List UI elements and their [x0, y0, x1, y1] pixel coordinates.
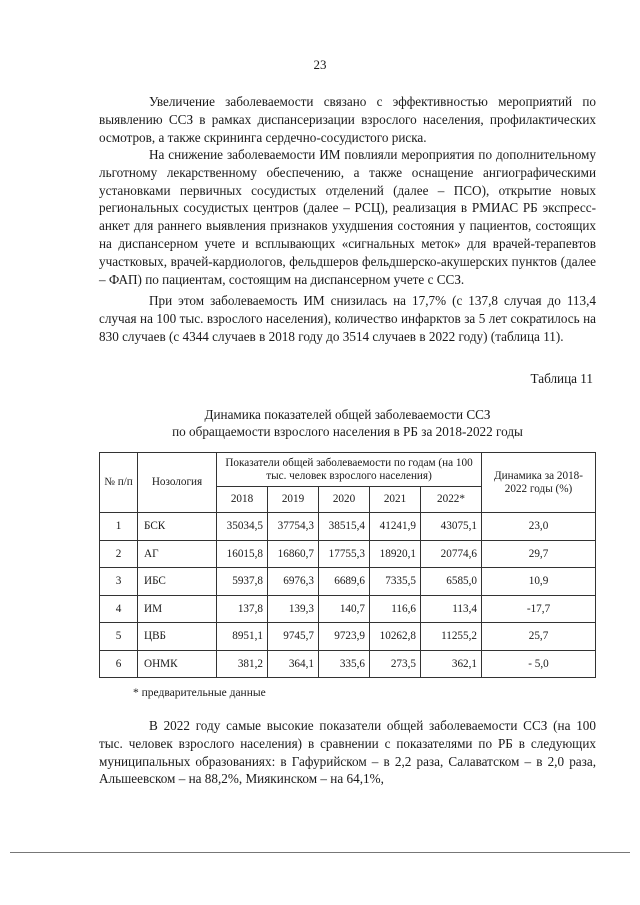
header-year-2018: 2018	[217, 487, 268, 513]
row-nosology: ИМ	[138, 595, 217, 623]
cell-dynamics: 25,7	[482, 623, 596, 651]
table-row	[100, 540, 596, 568]
cell-value: 43075,1	[421, 513, 482, 541]
table-label: Таблица 11	[530, 371, 593, 386]
row-nosology: ОНМК	[138, 650, 217, 678]
cell-value: 116,6	[370, 595, 421, 623]
header-number: № п/п	[100, 453, 138, 513]
paragraph-3: При этом заболеваемость ИМ снизилась на 17,7% (с 137,8 случая до 113,4 случая на 100 тыс. взрослого населения), количество инфарктов за 5 лет сократилось на 830 случаев (с 4344 случаев в 2018 году до 3514 случаев в 2022 году) (таблица 11).	[99, 293, 596, 344]
cell-dynamics: 29,7	[482, 540, 596, 568]
cell-dynamics: 23,0	[482, 513, 596, 541]
cell-value: 273,5	[370, 650, 421, 678]
cell-dynamics: - 5,0	[482, 650, 596, 678]
cell-value: 37754,3	[268, 513, 319, 541]
cell-value: 41241,9	[370, 513, 421, 541]
cell-value: 6689,6	[319, 568, 370, 596]
cell-value: 16860,7	[268, 540, 319, 568]
paragraph-1: Увеличение заболеваемости связано с эффективностью мероприятий по выявлению ССЗ в рамках диспансеризации взрослого населения, профилактических осмотров, а также скрининга сердечно-сосудистого риска.	[99, 94, 596, 145]
paragraph-2: На снижение заболеваемости ИМ повлияли мероприятия по дополнительному льготному лекарственному обеспечению, а также оснащение ангиографическими установками первичных сосудистых отделений (далее – ПСО), открытие новых региональных сосудистых центров (далее – РСЦ), реализация в РМИАС РБ экспресс-анкет для раннего выявления признаков ухудшения состояния у пациентов, состоящих на диспансерном учете и всплывающих «сигнальных меток» для врачей-терапевтов участковых, врачей-кардиологов, фельдшеров фельдшерско-акушерских пунктов (далее – ФАП) по пациентам, состоящим на диспансерном учете с ССЗ.	[99, 147, 596, 287]
cell-value: 139,3	[268, 595, 319, 623]
cell-value: 17755,3	[319, 540, 370, 568]
table-title	[99, 406, 596, 440]
header-nosology: Нозология	[138, 453, 217, 513]
header-year-2021: 2021	[370, 487, 421, 513]
cell-value: 381,2	[217, 650, 268, 678]
table-row	[100, 568, 596, 596]
cell-value: 38515,4	[319, 513, 370, 541]
row-nosology: ЦВБ	[138, 623, 217, 651]
cell-value: 18920,1	[370, 540, 421, 568]
header-year-2020: 2020	[319, 487, 370, 513]
cell-value: 7335,5	[370, 568, 421, 596]
row-number: 4	[100, 595, 138, 623]
morbidity-table	[99, 452, 596, 678]
cell-value: 6585,0	[421, 568, 482, 596]
row-number: 2	[100, 540, 138, 568]
table-title-line-2: по обращаемости взрослого населения в РБ за 2018-2022 годы	[172, 424, 523, 439]
paragraph-4: В 2022 году самые высокие показатели общей заболеваемости ССЗ (на 100 тыс. человек взрослого населения) в сравнении с показателями по РБ в следующих муниципальных образованиях: в Гафурийском – в 2,2 раза, Салаватском – в 2,0 раза, Альшеевском – на 88,2%, Миякинском – на 64,1%,	[99, 718, 596, 787]
cell-value: 6976,3	[268, 568, 319, 596]
row-number: 5	[100, 623, 138, 651]
table-row	[100, 650, 596, 678]
cell-value: 16015,8	[217, 540, 268, 568]
table-row	[100, 513, 596, 541]
row-nosology: БСК	[138, 513, 217, 541]
cell-value: 8951,1	[217, 623, 268, 651]
cell-value: 9745,7	[268, 623, 319, 651]
cell-value: 5937,8	[217, 568, 268, 596]
cell-value: 140,7	[319, 595, 370, 623]
table-footnote: * предварительные данные	[133, 687, 266, 699]
table-title-line-1: Динамика показателей общей заболеваемости ССЗ	[204, 407, 491, 422]
cell-value: 35034,5	[217, 513, 268, 541]
cell-value: 335,6	[319, 650, 370, 678]
cell-dynamics: -17,7	[482, 595, 596, 623]
cell-dynamics: 10,9	[482, 568, 596, 596]
table-row	[100, 595, 596, 623]
cell-value: 113,4	[421, 595, 482, 623]
table-row	[100, 623, 596, 651]
row-number: 6	[100, 650, 138, 678]
page-number: 23	[313, 57, 327, 72]
header-year-2019: 2019	[268, 487, 319, 513]
row-number: 1	[100, 513, 138, 541]
cell-value: 364,1	[268, 650, 319, 678]
cell-value: 362,1	[421, 650, 482, 678]
header-dynamics: Динамика за 2018- 2022 годы (%)	[482, 453, 596, 513]
cell-value: 20774,6	[421, 540, 482, 568]
header-year-2022: 2022*	[421, 487, 482, 513]
row-number: 3	[100, 568, 138, 596]
row-nosology: АГ	[138, 540, 217, 568]
row-nosology: ИБС	[138, 568, 217, 596]
cell-value: 137,8	[217, 595, 268, 623]
cell-value: 11255,2	[421, 623, 482, 651]
cell-value: 9723,9	[319, 623, 370, 651]
header-indicators-group: Показатели общей заболеваемости по годам (на 100 тыс. человек взрослого населения)	[217, 453, 482, 487]
cell-value: 10262,8	[370, 623, 421, 651]
page-bottom-divider	[10, 852, 630, 853]
